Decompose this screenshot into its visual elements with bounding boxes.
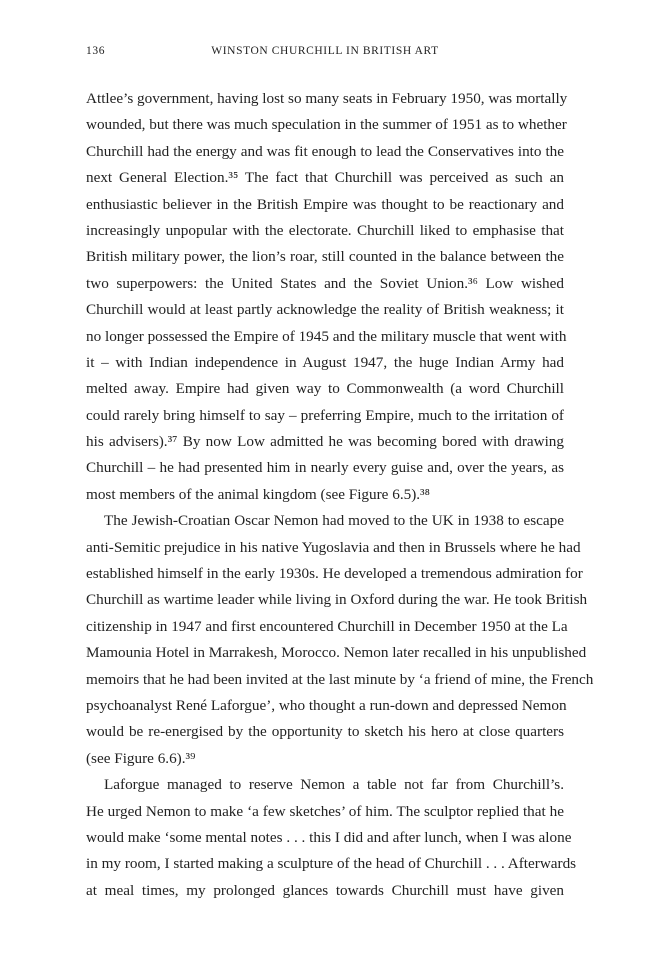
text-line: increasingly unpopular with the electorate. Churchill liked to emphasise that	[86, 221, 564, 239]
text-line: could rarely bring himself to say – preferring Empire, much to the irritation of	[86, 406, 564, 424]
text-line: Churchill as wartime leader while living in Oxford during the war. He took British	[86, 591, 588, 609]
book-page	[86, 0, 594, 975]
text-line: psychoanalyst René Laforgue’, who thought a run-down and depressed Nemon	[86, 696, 567, 714]
text-line: Attlee’s government, having lost so many seats in February 1950, was mortally	[86, 90, 568, 107]
paragraph-last-line: (see Figure 6.6).³⁹	[86, 749, 196, 767]
text-line: at meal times, my prolonged glances towards Churchill must have given	[86, 881, 564, 899]
text-line: British military power, the lion’s roar, still counted in the balance between the	[86, 248, 564, 266]
text-line: Churchill would at least partly acknowledge the reality of British weakness; it	[86, 301, 564, 319]
running-head	[86, 45, 564, 61]
paragraph-first-line: Laforgue managed to reserve Nemon a table not far from Churchill’s.	[104, 776, 564, 794]
text-line: Churchill – he had presented him in nearly every guise and, over the years, as	[86, 459, 564, 477]
text-line: would be re-energised by the opportunity to sketch his hero at close quarters	[86, 723, 564, 741]
text-line: melted away. Empire had given way to Commonwealth (a word Churchill	[86, 380, 564, 398]
text-line: it – with Indian independence in August 1947, the huge Indian Army had	[86, 353, 564, 371]
text-line: anti-Semitic prejudice in his native Yugoslavia and then in Brussels where he had	[86, 538, 581, 556]
text-line: no longer possessed the Empire of 1945 and the military muscle that went with	[86, 327, 567, 345]
text-line: in my room, I started making a sculpture of the head of Churchill . . . Afterwards	[86, 855, 577, 873]
text-line: Churchill had the energy and was fit enough to lead the Conservatives into the	[86, 142, 564, 160]
text-line: enthusiastic believer in the British Empire was thought to be reactionary and	[86, 195, 564, 213]
text-line: established himself in the early 1930s. He developed a tremendous admiration for	[86, 565, 583, 583]
text-line: memoirs that he had been invited at the last minute by ‘a friend of mine, the French	[86, 670, 594, 688]
text-line: Mamounia Hotel in Marrakesh, Morocco. Nemon later recalled in his unpublished	[86, 644, 587, 662]
body-text	[86, 86, 594, 904]
text-line: would make ‘some mental notes . . . this I did and after lunch, when I was alone	[86, 828, 572, 846]
running-title: WINSTON CHURCHILL IN BRITISH ART	[211, 45, 439, 57]
text-line: wounded, but there was much speculation in the summer of 1951 as to whether	[86, 116, 567, 134]
paragraph-last-line: most members of the animal kingdom (see Figure 6.5).³⁸	[86, 485, 430, 503]
text-line: He urged Nemon to make ‘a few sketches’ of him. The sculptor replied that he	[86, 802, 564, 820]
text-line: citizenship in 1947 and first encountered Churchill in December 1950 at the La	[86, 617, 568, 635]
paragraph-first-line: The Jewish-Croatian Oscar Nemon had moved to the UK in 1938 to escape	[104, 512, 564, 530]
text-line: two superpowers: the United States and the Soviet Union.³⁶ Low wished	[86, 274, 564, 292]
page-number: 136	[86, 45, 106, 57]
text-line: next General Election.³⁵ The fact that Churchill was perceived as such an	[86, 169, 564, 187]
text-line: his advisers).³⁷ By now Low admitted he was becoming bored with drawing	[86, 433, 564, 451]
